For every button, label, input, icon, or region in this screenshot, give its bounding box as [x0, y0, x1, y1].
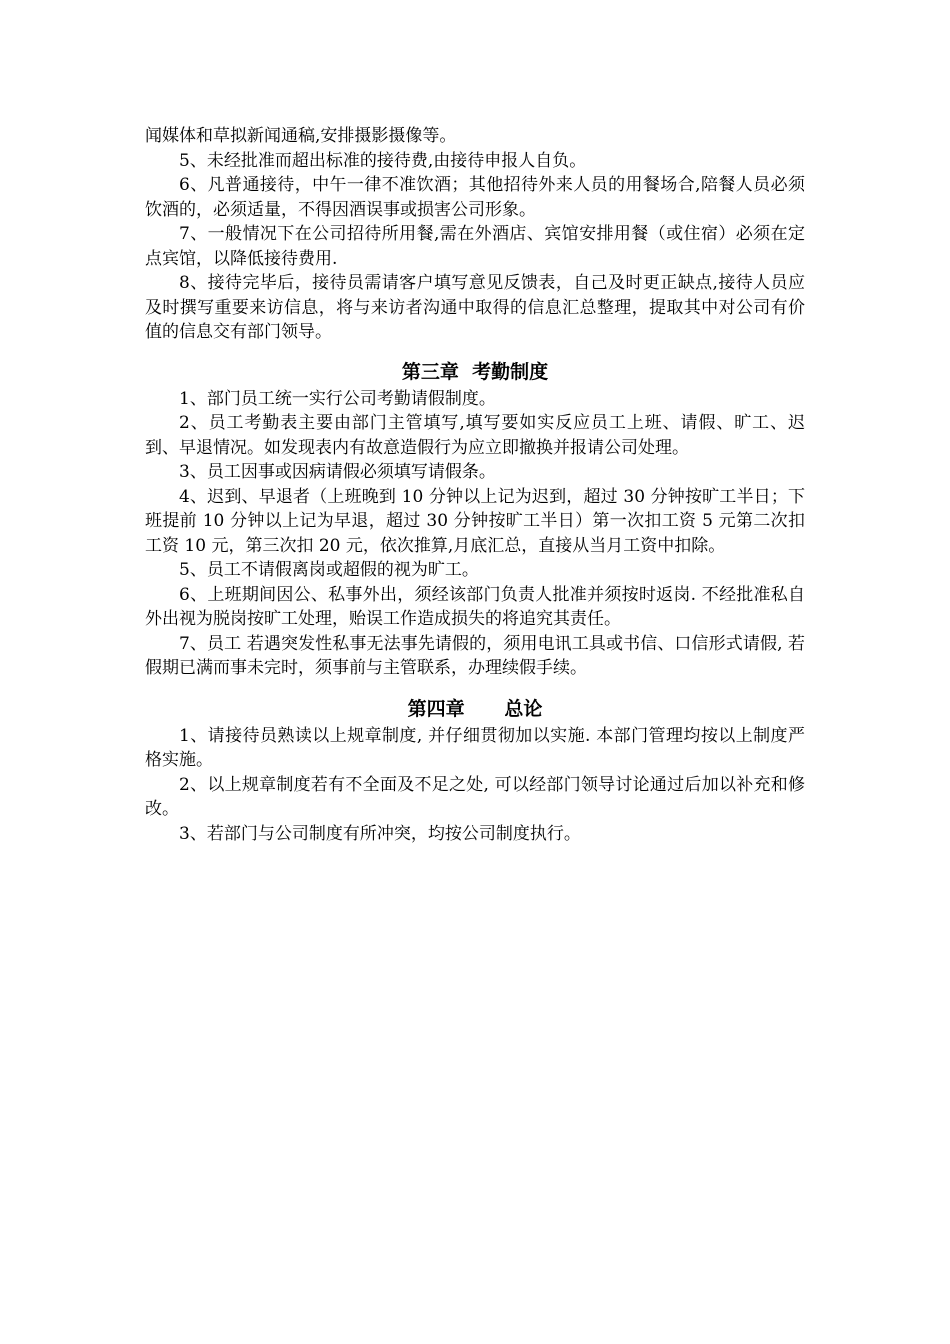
- paragraph: 6、凡普通接待，中午一律不准饮酒；其他招待外来人员的用餐场合,陪餐人员必须饮酒的，必须适量，不得因酒误事或损害公司形象。: [145, 175, 805, 220]
- chapter-4-heading: 第四章 总论: [407, 697, 543, 720]
- paragraph: 3、若部门与公司制度有所冲突，均按公司制度执行。: [179, 823, 581, 844]
- paragraph: 1、请接待员熟读以上规章制度, 并仔细贯彻加以实施. 本部门管理均按以上制度严格实施。: [145, 725, 805, 770]
- document-page: [145, 124, 805, 846]
- paragraph: 5、员工不请假离岗或超假的视为旷工。: [179, 560, 479, 580]
- paragraph: 闻媒体和草拟新闻通稿,安排摄影摄像等。: [145, 126, 457, 146]
- paragraph: 2、以上规章制度若有不全面及不足之处, 可以经部门领导讨论通过后加以补充和修改。: [145, 774, 805, 819]
- paragraph: 1、部门员工统一实行公司考勤请假制度。: [179, 388, 496, 409]
- paragraph: 6、上班期间因公、私事外出，须经该部门负责人批准并须按时返岗. 不经批准私自外出视为脱岗按旷工处理，贻误工作造成损失的将追究其责任。: [145, 584, 805, 629]
- paragraph: 7、一般情况下在公司招待所用餐,需在外酒店、宾馆安排用餐（或住宿）必须在定点宾馆，以降低接待费用.: [145, 224, 805, 269]
- paragraph: 7、员工 若遇突发性私事无法事先请假的，须用电讯工具或书信、口信形式请假, 若假期已满而事未完时，须事前与主管联系，办理续假手续。: [145, 633, 805, 678]
- paragraph: 3、员工因事或因病请假必须填写请假条。: [179, 462, 496, 482]
- paragraph: 4、迟到、早退者（上班晚到 10 分钟以上记为迟到，超过 30 分钟按旷工半日；下班提前 10 分钟以上记为早退，超过 30 分钟按旷工半日）第一次扣工资 5 元第二次扣工资 10 元，第三次扣 20 元，依次推算,月底汇总，直接从当月工资中扣除。: [145, 486, 805, 556]
- chapter-3-heading: 第三章 考勤制度: [401, 360, 549, 383]
- paragraph: 2、员工考勤表主要由部门主管填写,填写要如实反应员工上班、请假、旷工、迟到、早退情况。如发现表内有故意造假行为应立即撤换并报请公司处理。: [145, 413, 805, 458]
- paragraph: 5、未经批准而超出标准的接待费,由接待申报人自负。: [179, 150, 587, 171]
- paragraph: 8、接待完毕后，接待员需请客户填写意见反馈表，自己及时更正缺点,接待人员应及时撰写重要来访信息，将与来访者沟通中取得的信息汇总整理，提取其中对公司有价值的信息交有部门领导。: [145, 273, 805, 342]
